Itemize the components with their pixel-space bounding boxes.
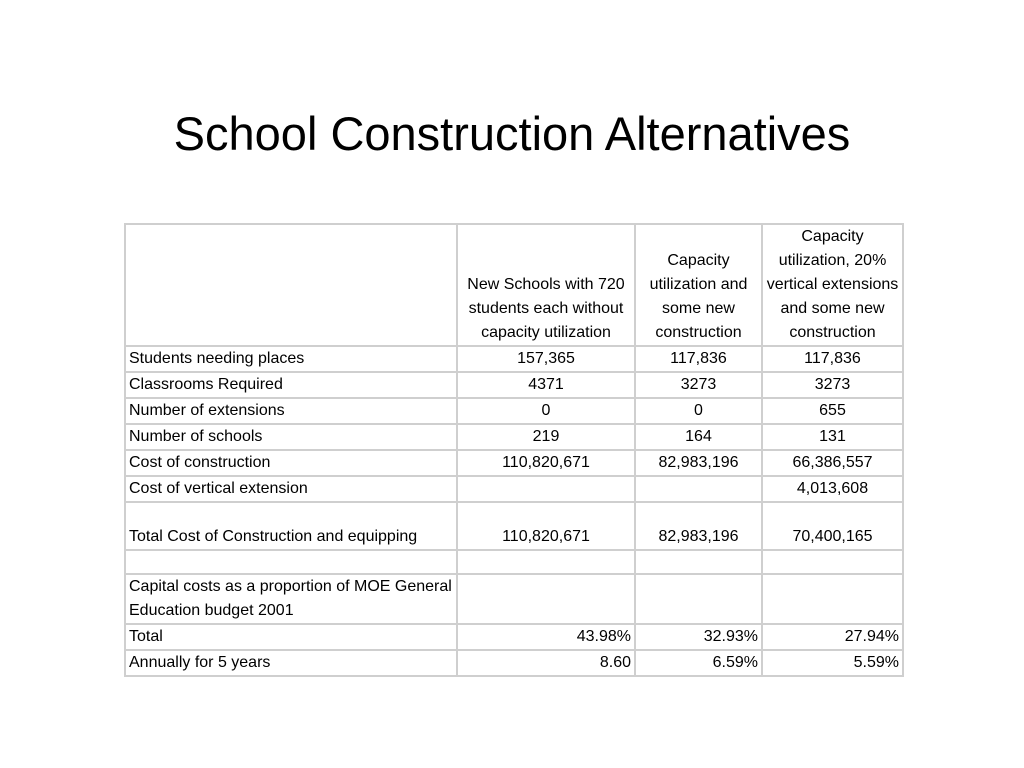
- table-cell: 82,983,196: [635, 502, 762, 550]
- table-row: [125, 398, 903, 424]
- row-label: Students needing places: [125, 346, 457, 372]
- header-cell-empty: [125, 224, 457, 346]
- row-label: Cost of construction: [125, 450, 457, 476]
- table-cell: [762, 574, 903, 624]
- table-cell: 66,386,557: [762, 450, 903, 476]
- table-row: [125, 624, 903, 650]
- header-cell-capacity-utilization: Capacity utilization and some new construction: [635, 224, 762, 346]
- table-cell: [635, 550, 762, 574]
- table-cell: 82,983,196: [635, 450, 762, 476]
- row-label: Annually for 5 years: [125, 650, 457, 676]
- row-label: Cost of vertical extension: [125, 476, 457, 502]
- table-cell: 219: [457, 424, 635, 450]
- table-row: [125, 424, 903, 450]
- row-label: Number of extensions: [125, 398, 457, 424]
- row-label: Total Cost of Construction and equipping: [125, 502, 457, 550]
- table-cell: 117,836: [762, 346, 903, 372]
- table-row: [125, 650, 903, 676]
- table-cell: 70,400,165: [762, 502, 903, 550]
- table-cell: [635, 574, 762, 624]
- table-cell: [762, 550, 903, 574]
- table-cell: 27.94%: [762, 624, 903, 650]
- table-cell: 4371: [457, 372, 635, 398]
- table-row: [125, 574, 903, 624]
- table-cell: 43.98%: [457, 624, 635, 650]
- row-label: Number of schools: [125, 424, 457, 450]
- slide-title: School Construction Alternatives: [173, 107, 851, 160]
- table-cell: 6.59%: [635, 650, 762, 676]
- table-cell: [457, 476, 635, 502]
- school-construction-table: [124, 223, 904, 677]
- table-cell: 3273: [635, 372, 762, 398]
- table-cell: 3273: [762, 372, 903, 398]
- table-cell: 0: [635, 398, 762, 424]
- row-label: Capital costs as a proportion of MOE General Education budget 2001: [125, 574, 457, 624]
- row-label: Total: [125, 624, 457, 650]
- table-cell: 8.60: [457, 650, 635, 676]
- table-cell: 131: [762, 424, 903, 450]
- table-cell: 4,013,608: [762, 476, 903, 502]
- table-cell: 157,365: [457, 346, 635, 372]
- table-row: [125, 372, 903, 398]
- header-cell-new-schools: New Schools with 720 students each without capacity utilization: [457, 224, 635, 346]
- table-cell: 655: [762, 398, 903, 424]
- table-header-row: [125, 224, 903, 346]
- table-cell: [635, 476, 762, 502]
- table-cell: [457, 550, 635, 574]
- table-cell: [457, 574, 635, 624]
- table-row: [125, 450, 903, 476]
- row-label: Classrooms Required: [125, 372, 457, 398]
- table-cell: 32.93%: [635, 624, 762, 650]
- table-cell: 0: [457, 398, 635, 424]
- table-row: [125, 502, 903, 550]
- table-cell: 164: [635, 424, 762, 450]
- table-cell: 5.59%: [762, 650, 903, 676]
- table-row: [125, 346, 903, 372]
- table-cell: 117,836: [635, 346, 762, 372]
- table-cell: 110,820,671: [457, 450, 635, 476]
- table-cell: 110,820,671: [457, 502, 635, 550]
- table-row: [125, 476, 903, 502]
- table-row-empty: [125, 550, 903, 574]
- header-cell-vertical-extensions: Capacity utilization, 20% vertical extensions and some new construction: [762, 224, 903, 346]
- row-label: [125, 550, 457, 574]
